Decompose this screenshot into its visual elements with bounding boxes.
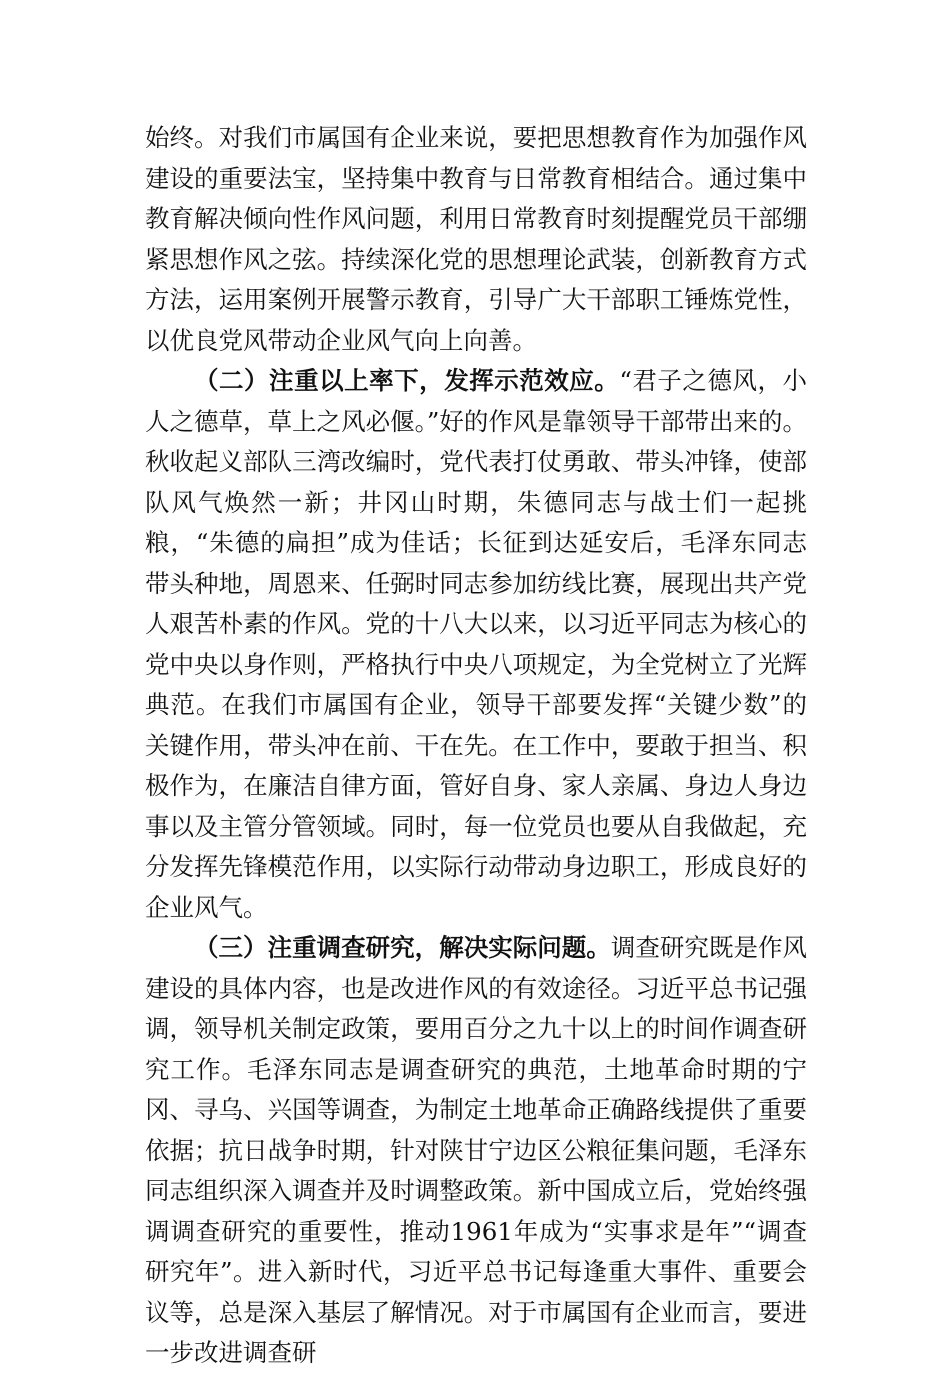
paragraph-continuation xyxy=(145,118,807,361)
paragraph-text: 始终。对我们市属国有企业来说，要把思想教育作为加强作风建设的重要法宝，坚持集中教育与日常教育相结合。通过集中教育解决倾向性作风问题，利用日常教育时刻提醒党员干部绷紧思想作风之弦。持续深化党的思想理论武装，创新教育方式方法，运用案例开展警示教育，引导广大干部职工锤炼党性，以优良党风带动企业风气向上向善。 xyxy=(145,123,807,355)
document-body xyxy=(145,118,807,1374)
paragraph-text: 调查研究既是作风建设的具体内容，也是改进作风的有效途径。习近平总书记强调，领导机关制定政策，要用百分之九十以上的时间作调查研究工作。毛泽东同志是调查研究的典范，土地革命时期的宁冈、寻乌、兴国等调查，为制定土地革命正确路线提供了重要依据；抗日战争时期，针对陕甘宁边区公粮征集问题，毛泽东同志组织深入调查并及时调整政策。新中国成立后，党始终强调调查研究的重要性，推动1961年成为“实事求是年”“调查研究年”。进入新时代，习近平总书记每逢重大事件、重要会议等，总是深入基层了解情况。对于市属国有企业而言，要进一步改进调查研 xyxy=(145,933,808,1367)
section-heading: （三）注重调查研究，解决实际问题。 xyxy=(194,933,611,962)
paragraph-section-three xyxy=(145,928,807,1374)
paragraph-text: “君子之德风，小人之德草，草上之风必偃。”好的作风是靠领导干部带出来的。秋收起义部队三湾改编时，党代表打仗勇敢、带头冲锋，使部队风气焕然一新；井冈山时期，朱德同志与战士们一起挑粮，“朱德的扁担”成为佳话；长征到达延安后，毛泽东同志带头种地，周恩来、任弼时同志参加纺线比赛，展现出共产党人艰苦朴素的作风。党的十八大以来，以习近平同志为核心的党中央以身作则，严格执行中央八项规定，为全党树立了光辉典范。在我们市属国有企业，领导干部要发挥“关键少数”的关键作用，带头冲在前、干在先。在工作中，要敢于担当、积极作为，在廉洁自律方面，管好自身、家人亲属、身边人身边事以及主管分管领域。同时，每一位党员也要从自我做起，充分发挥先锋模范作用，以实际行动带动身边职工，形成良好的企业风气。 xyxy=(145,366,808,922)
paragraph-section-two xyxy=(145,361,807,928)
section-heading: （二）注重以上率下，发挥示范效应。 xyxy=(194,366,620,395)
